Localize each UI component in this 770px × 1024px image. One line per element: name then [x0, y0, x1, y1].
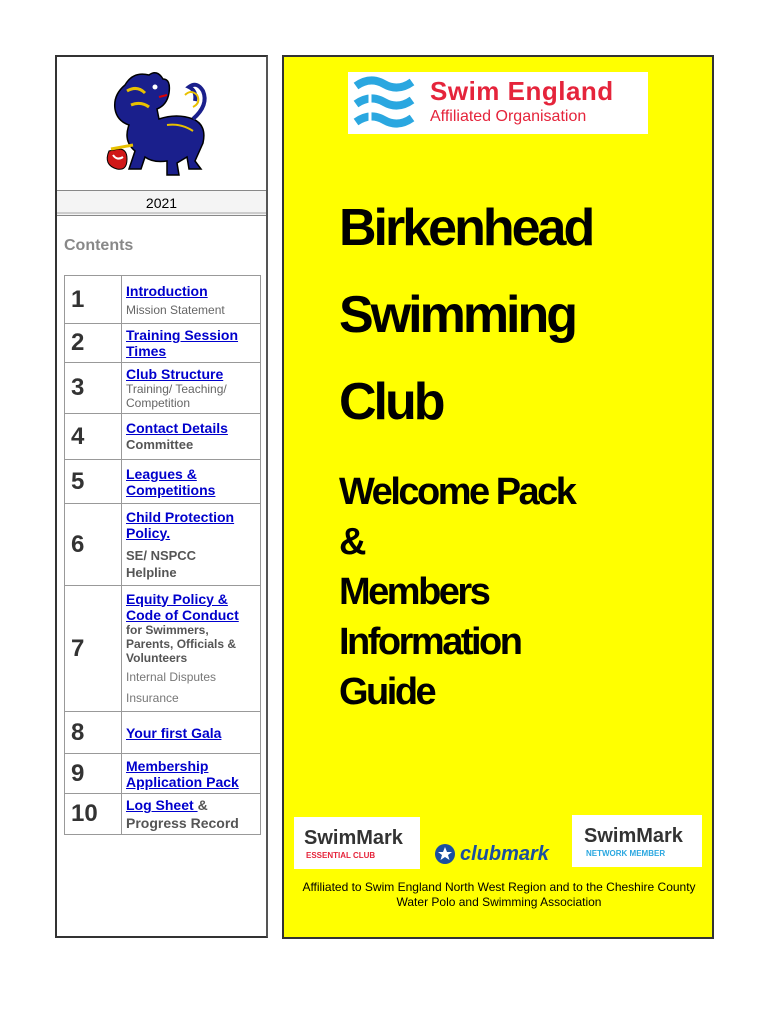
contents-panel	[55, 55, 268, 938]
toc-number: 8	[65, 712, 122, 754]
swimmark-network-badge	[572, 815, 702, 867]
toc-sub: SE/ NSPCC	[126, 547, 197, 563]
clubmark-brand: clubmark	[460, 843, 549, 865]
subtitle-line: Welcome Pack	[339, 471, 575, 513]
toc-sub: Progress Record	[126, 815, 239, 831]
swim-england-name: Swim England	[430, 76, 614, 106]
toc-row	[65, 363, 261, 414]
toc-number: 4	[65, 414, 122, 460]
title-line: Swimming	[339, 286, 576, 344]
affiliation-text: Affiliated to Swim England North West Region and to the Cheshire County Water Polo and Swimming Association	[302, 880, 696, 909]
subtitle-line: Guide	[339, 671, 435, 713]
toc-link-training-times[interactable]: Training Session Times	[126, 327, 239, 359]
toc-row	[65, 504, 261, 586]
subtitle-line: &	[339, 521, 364, 563]
toc-sub: Helpline	[126, 564, 177, 580]
toc-number: 10	[65, 794, 122, 835]
club-lion-crest-icon	[97, 65, 217, 185]
toc-sub: Committee	[126, 437, 194, 452]
contents-heading: Contents	[64, 237, 134, 254]
toc-row	[65, 276, 261, 324]
toc-number: 3	[65, 363, 122, 414]
contents-table	[64, 275, 261, 835]
year-label: 2021	[145, 195, 178, 211]
document-subtitle	[339, 467, 699, 717]
toc-row	[65, 712, 261, 754]
swim-england-tagline: Affiliated Organisation	[430, 108, 587, 125]
toc-row	[65, 586, 261, 712]
toc-number: 7	[65, 586, 122, 712]
toc-row	[65, 414, 261, 460]
toc-number: 6	[65, 504, 122, 586]
swimmark-essential-badge	[294, 817, 420, 869]
toc-row	[65, 754, 261, 794]
swim-england-logo	[348, 72, 648, 134]
clubmark-badge	[434, 837, 564, 873]
toc-row	[65, 794, 261, 835]
toc-number: 9	[65, 754, 122, 794]
toc-sub: Internal Disputes	[126, 669, 217, 684]
cover-panel	[282, 55, 714, 939]
swimmark-brand: SwimMark	[304, 827, 403, 849]
toc-number: 2	[65, 324, 122, 363]
toc-sub: for Swimmers, Parents, Officials & Volunteers	[126, 622, 237, 665]
swimmark-brand: SwimMark	[584, 825, 683, 847]
toc-number: 1	[65, 276, 122, 324]
toc-sub: Mission Statement	[126, 302, 225, 317]
subtitle-line: Information	[339, 621, 521, 663]
swimmark-label: ESSENTIAL CLUB	[306, 851, 376, 860]
toc-sub: Training/ Teaching/ Competition	[126, 382, 227, 410]
toc-link-child-protection[interactable]: Child Protection Policy.	[126, 508, 235, 541]
title-line: Birkenhead	[339, 199, 593, 257]
toc-link-club-structure[interactable]: Club Structure	[126, 366, 224, 382]
toc-link-introduction[interactable]: Introduction	[126, 282, 208, 299]
toc-sub: Insurance	[126, 690, 179, 705]
club-title	[339, 185, 699, 446]
toc-link-leagues[interactable]: Leagues & Competitions	[126, 465, 216, 498]
toc-row	[65, 460, 261, 504]
year-bar	[57, 190, 266, 216]
title-line: Club	[339, 373, 443, 431]
toc-link-contact-details[interactable]: Contact Details	[126, 420, 228, 436]
clubmark-star-icon	[434, 843, 456, 865]
toc-link-first-gala[interactable]: Your first Gala	[126, 724, 222, 741]
swimmark-label: NETWORK MEMBER	[586, 849, 666, 858]
toc-link-suffix: &	[197, 797, 208, 813]
toc-number: 5	[65, 460, 122, 504]
toc-link-equity-policy[interactable]: Equity Policy & Code of Conduct	[126, 590, 239, 623]
swim-england-waves-icon	[350, 72, 420, 134]
toc-link-membership[interactable]: Membership Application Pack	[126, 757, 239, 790]
subtitle-line: Members	[339, 571, 489, 613]
toc-link-log-sheet[interactable]: Log Sheet	[126, 797, 198, 813]
toc-row	[65, 324, 261, 363]
